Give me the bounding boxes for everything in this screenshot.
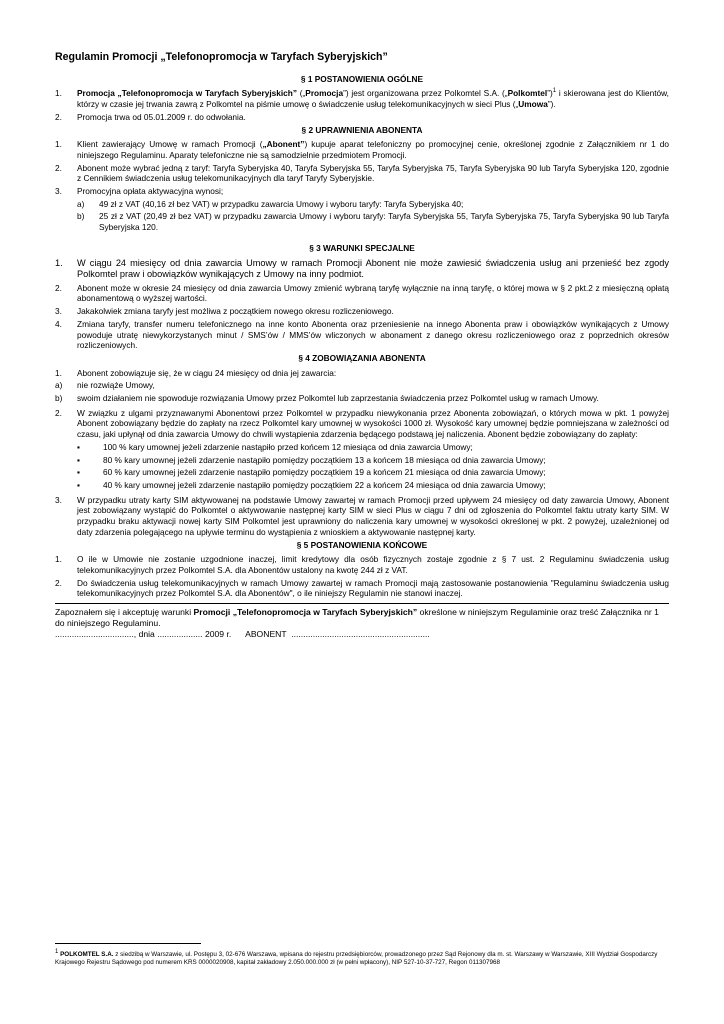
- item-number: 2.: [55, 162, 62, 173]
- text-span: Klient zawierający Umowę w ramach Promocji (: [77, 139, 263, 150]
- bullet-text: 40 % kary umownej jeżeli zdarzenie nastąpiło pomiędzy początkiem 22 a końcem 24 miesiąca od dnia zawarcia Umowy;: [103, 479, 546, 490]
- footnote-text: z siedzibą w Warszawie, ul. Postępu 3, 02-676 Warszawa, wpisana do rejestru przedsiębiorców, prowadzonego przez Sąd Rejonowy dla m. st. Warszawy w Warszawie, XIII Wydział Gospodarczy Krajowego Rejestru Sądowego pod numerem KRS 0000020908, kapitał zakładowy 2.050.000.000 zł (w pełni wpłacony), NIP 527-10-37-727, Regon 011307968: [55, 951, 658, 967]
- section-3-heading: § 3 WARUNKI SPECJALNE: [309, 242, 415, 253]
- sub-item-a: [55, 380, 669, 391]
- square-bullet-icon: ▪: [77, 479, 80, 490]
- text-span: ”) jest organizowana przez Polkomtel S.A. („: [343, 88, 508, 99]
- item-number: 2.: [55, 282, 62, 293]
- bold-term: Promocja: [305, 88, 344, 99]
- section-5-heading: § 5 POSTANOWIENIA KOŃCOWE: [296, 539, 428, 550]
- bullet-text: 100 % kary umownej jeżeli zdarzenie nastąpiło przed końcem 12 miesiąca od dnia zawarcia Umowy;: [103, 441, 473, 452]
- sub-item-b: [55, 393, 669, 404]
- company-name: POLKOMTEL S.A.: [58, 951, 114, 958]
- item-text: W ciągu 24 miesięcy od dnia zawarcia Umowy w ramach Promocji Abonent nie może zawiesić świadczenia usług ani przenieść bez zgody Polkomtel praw i obowiązków wynikających z Umowy na inny podmiot.: [77, 257, 669, 280]
- sub-text: swoim działaniem nie spowoduje rozwiązania Umowy przez Polkomtel lub zaprzestania świadczenia przez Polkomtel usług w ramach Umowy.: [77, 393, 599, 404]
- item-number: 1.: [55, 88, 62, 99]
- item-text: Jakakolwiek zmiana taryfy jest możliwa z początkiem nowego okresu rozliczeniowego.: [77, 306, 394, 317]
- document-title: Regulamin Promocji „Telefonopromocja w Taryfach Syberyjskich”: [55, 51, 388, 63]
- item-number: 2.: [55, 111, 62, 122]
- acceptance-statement: [55, 607, 669, 629]
- sub-item-a: [77, 199, 669, 210]
- item-number: 1.: [55, 139, 62, 150]
- text-span: określone w niniejszym Regulaminie oraz treść Załącznika nr 1 do niniejszego Regulaminu.: [55, 607, 659, 628]
- sub-text: 25 zł z VAT (20,49 zł bez VAT) w przypadku zawarcia Umowy i wyboru taryfy: Taryfa Syberyjska 55, Taryfa Syberyjska 75, Taryfa Syberyjska 90 lub Taryfa Syberyjska 120.: [99, 211, 669, 233]
- text-span: Promocyjna opłata aktywacyjna wynosi;: [77, 186, 224, 197]
- s5-item-1: [55, 554, 669, 575]
- footnote-ref: 1: [552, 88, 557, 95]
- s2-item-2: [55, 163, 669, 184]
- sub-letter: a): [77, 198, 85, 209]
- item-number: 1.: [55, 367, 62, 378]
- item-number: 3.: [55, 186, 62, 197]
- item-number: 4.: [55, 318, 62, 329]
- s2-item-1: [55, 139, 669, 160]
- text-span: W związku z ulgami przyznawanymi Abonentowi przez Polkomtel w przypadku niewykonania przez Abonenta zobowiązań, o których mowa w pkt. 1 powyżej Abonent zobowiązany będzie do zapłaty na rzecz Polkomtel kary umownej w wysokości 1000 zł. Wysokość kary umownej będzie pomniejszana w zależności od czasu, jaki upłynął od dnia zawarcia Umowy do chwili wystąpienia zdarzenia będącego podstawą jej naliczenia. Abonent będzie zobowiązany do zapłaty:: [77, 407, 669, 440]
- text-span: ) kupuje aparat telefoniczny po promocyjnej cenie, określonej zgodnie z Załącznikiem nr 1 do niniejszego Regulaminu. Aparaty telefoniczne nie są samodzielnie przedmiotem Promocji.: [77, 139, 670, 160]
- text-span: i skierowana jest do Klientów, którzy w czasie jej trwania zawrą z Polkomtel na piśmie umowę o świadczenie usług telekomunikacyjnych w sieci Plus („: [77, 88, 669, 110]
- square-bullet-icon: ▪: [77, 441, 80, 452]
- penalty-bullet: [77, 455, 669, 466]
- square-bullet-icon: ▪: [77, 454, 80, 465]
- sub-item-b: [77, 211, 669, 232]
- item-number: 3.: [55, 494, 62, 505]
- s1-item-2: [55, 112, 669, 123]
- s1-item-1: [55, 88, 669, 109]
- item-text: [55, 367, 669, 406]
- item-number: 3.: [55, 306, 62, 317]
- s2-item-3: [55, 186, 669, 235]
- text-span: ”): [547, 88, 553, 99]
- s3-item-3: [55, 306, 669, 317]
- penalty-bullet: [77, 442, 669, 453]
- bullet-text: 80 % kary umownej jeżeli zdarzenie nastąpiło pomiędzy początkiem 13 a końcem 18 miesiąca od dnia zawarcia Umowy;: [103, 454, 546, 465]
- penalty-bullet: [77, 480, 669, 491]
- promo-name: Promocji „Telefonopromocja w Taryfach Syberyjskich”: [193, 607, 418, 618]
- footnote: [55, 948, 669, 968]
- sub-letter: b): [77, 211, 85, 222]
- s5-item-2: [55, 578, 669, 599]
- item-text: O ile w Umowie nie zostanie uzgodnione inaczej, limit kredytowy dla osób fizycznych zostaje zgodnie z § 7 ust. 2 Regulaminu świadczenia usług telekomunikacyjnych przez Polkomtel S.A. dla Abonentów ustalony na kwotę 244 zł z VAT.: [77, 554, 669, 575]
- section-1-heading: § 1 POSTANOWIENIA OGÓLNE: [300, 73, 424, 84]
- sub-letter: b): [55, 393, 63, 404]
- penalty-bullet: [77, 467, 669, 478]
- divider: [55, 603, 669, 604]
- sub-text: 49 zł z VAT (40,16 zł bez VAT) w przypadku zawarcia Umowy i wyboru taryfy: Taryfa Syberyjska 40;: [99, 198, 464, 209]
- item-text: [77, 139, 669, 160]
- item-number: 1.: [55, 554, 62, 565]
- item-text: Abonent może wybrać jedną z taryf: Taryfa Syberyjska 40, Taryfa Syberyjska 55, Taryfa Syberyjska 75, Taryfa Syberyjska 90 lub Taryfa Syberyjska 120, zgodnie z Cennikiem świadczenia usług telekomunikacyjnych dla taryf Taryfy Syberyjskie.: [77, 162, 669, 184]
- item-number: 2.: [55, 407, 62, 418]
- promo-name: Promocja „Telefonopromocja w Taryfach Syberyjskich”: [77, 88, 297, 99]
- item-text: Do świadczenia usług telekomunikacyjnych w ramach Umowy zawartej w ramach Promocji mają zastosowanie postanowienia "Regulaminu świadczenia usług telekomunikacyjnych przez Polkomtel S.A. dla Abonentów", o ile niniejszy Regulamin nie stanowi inaczej.: [77, 577, 669, 599]
- item-number: 2.: [55, 577, 62, 588]
- s4-item-1: [55, 368, 669, 406]
- s4-item-2: [55, 408, 669, 493]
- item-text: Promocja trwa od 05.01.2009 r. do odwołania.: [77, 111, 246, 122]
- sub-text: nie rozwiąże Umowy,: [77, 380, 155, 391]
- text-span: ”).: [547, 99, 556, 110]
- text-span: („: [297, 88, 306, 99]
- item-text: [77, 408, 669, 493]
- item-text: Zmiana taryfy, transfer numeru telefonicznego na inne konto Abonenta oraz przeniesienie na innego Abonenta praw i obowiązków wynikających z Umowy powoduje utratę niewykorzystanych minut / SMS’ów / MMS’ów wliczonych w abonament z danego okresu rozliczeniowego oraz z poprzednich okresów rozliczeniowych.: [77, 318, 669, 351]
- s3-item-2: [55, 283, 669, 304]
- bold-term: Umowa: [518, 99, 548, 110]
- bullet-text: 60 % kary umownej jeżeli zdarzenie nastąpiło pomiędzy początkiem 19 a końcem 21 miesiąca od dnia zawarcia Umowy;: [103, 467, 546, 478]
- footnote-number: 1: [55, 948, 59, 955]
- s4-item-3: [55, 495, 669, 538]
- text-span: Abonent zobowiązuje się, że w ciągu 24 miesięcy od dnia jej zawarcia:: [77, 367, 337, 378]
- square-bullet-icon: ▪: [77, 467, 80, 478]
- item-number: 1.: [55, 257, 63, 268]
- section-2-heading: § 2 UPRAWNIENIA ABONENTA: [301, 124, 423, 135]
- bold-term: Polkomtel: [507, 88, 548, 99]
- signature-line: ................................., dnia ................... 2009 r. ABONENT ..........................................................: [55, 628, 430, 639]
- footnote-divider: [55, 943, 201, 944]
- item-text: [77, 88, 669, 109]
- text-span: Zapoznałem się i akceptuję warunki: [55, 607, 194, 618]
- s3-item-1: [55, 258, 669, 281]
- item-text: Abonent może w okresie 24 miesięcy od dnia zawarcia Umowy zmienić wybraną taryfę wyłącznie na inną taryfę, o której mowa w § 2 pkt.2 z miesięczną opłatą abonamentową o wyższej wartości.: [77, 282, 669, 304]
- sub-letter: a): [55, 380, 63, 391]
- bold-term: „Abonent”: [262, 139, 305, 150]
- section-4-heading: § 4 ZOBOWIĄZANIA ABONENTA: [298, 352, 426, 363]
- item-text: W przypadku utraty karty SIM aktywowanej na podstawie Umowy zawartej w ramach Promocji przed upływem 24 miesięcy od daty zawarcia Umowy, Abonent jest zobowiązany wystąpić do Polkomtel o aktywowanie następnej karty SIM w sieci Plus w ciągu 7 dni od zgłoszenia do Polkomtel faktu utraty karty SIM. W przypadku braku aktywacji nowej karty SIM Polkomtel jest uprawniony do naliczenia kary umownej w wysokości określonej w pkt. 2 powyżej, uzależnionej od daty zdarzenia polegającego na upływie terminu do wystąpienia z wnioskiem a aktywowanie następnej karty.: [77, 494, 669, 537]
- item-text: [77, 186, 669, 235]
- regulation-document: [55, 52, 669, 640]
- s3-item-4: [55, 319, 669, 351]
